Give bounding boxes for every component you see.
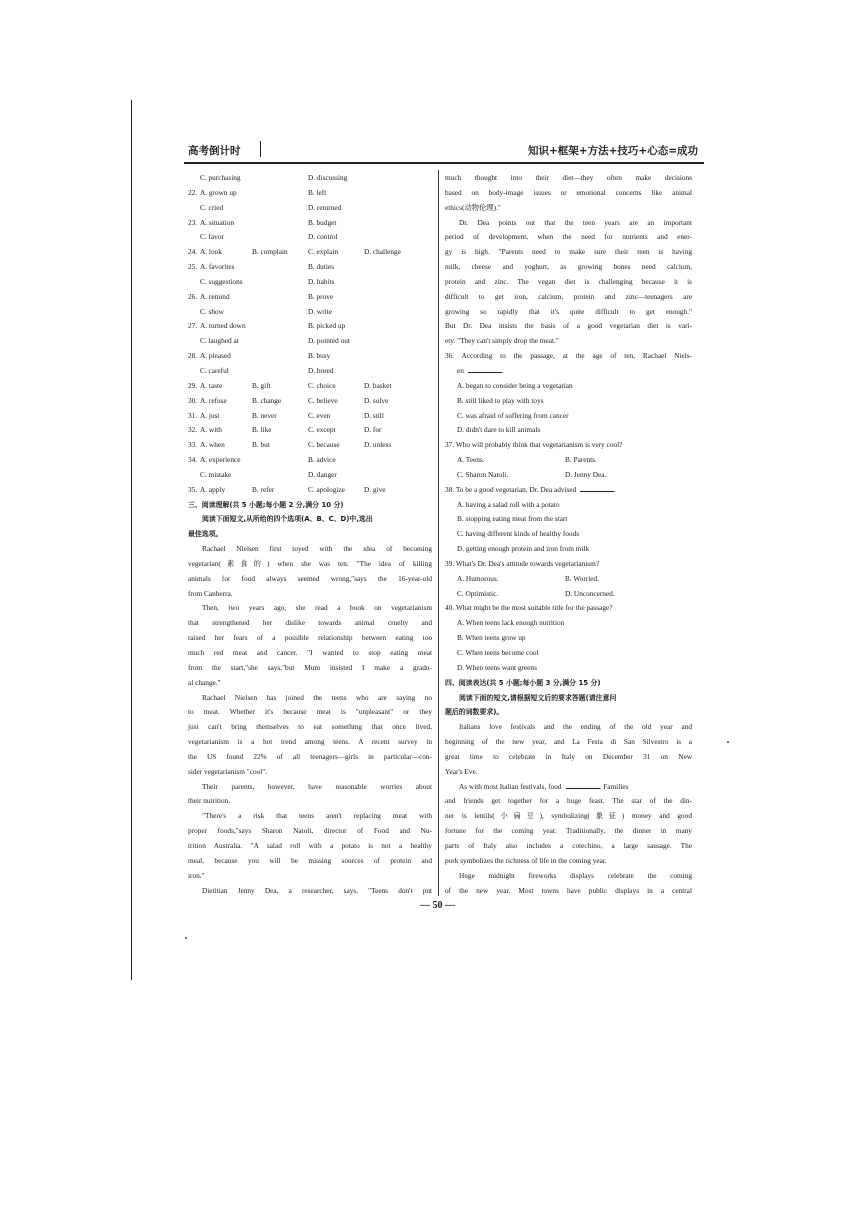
text: Rachael Nielsen has joined the teens who are saying no [202,692,432,702]
text: 36. According to the passage, at the age of ten, Rachael Niels- [445,351,692,361]
text-line [188,869,432,884]
text: just can't bring themselves to eat something that once lived, [188,722,432,732]
text: that strengthened her dislike towards animal cruelty and [188,618,432,628]
option-choice: C. even [308,410,331,420]
option-choice: D. still [364,410,384,420]
answer-choice: B. Worried. [565,573,599,583]
option-row [188,216,432,231]
page-number: — 50 — [420,900,455,911]
option-row [188,245,432,260]
option-choice: B. like [252,425,272,435]
option-choice: A. when [200,440,225,450]
answer-choice: B. Parents. [565,455,597,465]
question-number: 28. [188,351,198,361]
text-line [445,349,692,364]
option-row [188,349,432,364]
text-line [188,884,432,899]
text-line [445,572,692,587]
option-row [188,438,432,453]
text-line [188,794,432,809]
text: B. stopping eating meat from the start [457,514,568,524]
text: from Canberra. [188,588,233,598]
question-number: 30. [188,395,198,405]
text: B. still liked to play with toys [457,395,544,405]
text-line [445,498,692,513]
text: great time to celebrate in Italy on December 31 on New [445,751,692,761]
option-row [188,260,432,275]
text-line [188,616,432,631]
text: Huge midnight fireworks displays celebrate the coming [459,870,692,880]
answer-choice: A. Humorous. [457,573,499,583]
text-line [445,720,692,735]
answer-blank [580,483,617,494]
answer-choice: D. Unconcerned. [565,588,615,598]
text-line [445,884,692,899]
option-choice: A. just [200,410,220,420]
text: Dietitian Jenny Dea, a researcher, says, "Teens don't put [202,885,432,895]
option-choice: C. careful [200,365,229,375]
option-choice: A. turned down [200,321,246,331]
option-choice: D. write [308,306,332,316]
text-line [188,676,432,691]
question-number: 27. [188,321,198,331]
option-choice: B. gift [252,380,271,390]
text: animals for food always seemed wrong,"says the 16-year-old [188,573,432,583]
option-choice: A. refuse [200,395,227,405]
header-right-title: 知识+框架+方法+技巧+心态=成功 [528,145,698,157]
text-line [445,216,692,231]
question-number: 29. [188,380,198,390]
page-left-edge-line [131,100,132,980]
text-line [445,201,692,216]
option-row [188,290,432,305]
text: meal, because you will be missing sources of protein and [188,855,432,865]
text: al change." [188,677,221,687]
header-separator-bar [260,141,261,157]
text: from the start,"she says,"but Mum insisted I make a gradu- [188,662,432,672]
text: much red meat and cancer. "I wanted to stop eating meat [188,648,432,657]
question-number: 22. [188,187,198,197]
text-line [445,334,692,349]
header-left-title: 高考倒计时 [188,145,241,157]
text-line [445,839,692,854]
text: vegetarianism is a hot trend among teens. A recent survey in [188,737,432,747]
text: iron." [188,870,205,880]
text: raised her fears of a possible relationship between eating too [188,633,432,643]
text-line [445,705,692,720]
question-number: 33. [188,440,198,450]
option-row [188,483,432,498]
text-line [445,750,692,765]
text: A. began to consider being a vegetarian [457,380,573,390]
option-choice: D. unless [364,440,392,450]
option-choice: A. taste [200,380,223,390]
text: sider vegetarianism "cool". [188,766,268,776]
text-line [445,438,692,453]
text: D. getting enough protein and iron from milk [457,544,590,554]
text-line [445,809,692,824]
text-line [445,601,692,616]
text: growing so rapidly that it's quite difficult to get enough." [445,306,692,316]
question-number: 35. [188,484,198,494]
option-choice: D. solve [364,395,389,405]
scan-speck [727,741,729,743]
text: the US found 22% of all teenagers—girls in particular—con- [188,751,432,761]
option-choice: B. prove [308,291,334,301]
text-line [188,720,432,735]
text: But Dr. Dea insists the basis of a good vegetarian diet is vari- [445,321,692,331]
text-line [445,631,692,646]
text: 39. What's Dr. Dea's attitude towards vegetarianism? [445,558,600,568]
option-choice: B. busy [308,351,331,361]
option-row [188,423,432,438]
option-row [188,171,432,186]
text-line [188,854,432,869]
answer-blank [468,364,502,373]
text-line [445,512,692,527]
text: beginning of the new year, and La Festa di San Silvestro is a [445,737,692,747]
text-line [445,171,692,186]
option-row [188,364,432,379]
text-line [445,794,692,809]
text: vegetarian(素食的) when she was ten. "The idea of killing [188,558,432,568]
option-choice: D. discussing [308,173,348,182]
text: Rachael Nielsen first toyed with the idea of becoming [202,544,432,554]
text: much thought into their diet—they often make decisions [445,173,692,182]
answer-choice: A. Teens. [457,455,485,465]
text-line [188,661,432,676]
option-row [188,334,432,349]
option-row [188,409,432,424]
option-choice: B. duties [308,262,334,272]
text-line [188,809,432,824]
text: . Families [599,781,629,791]
answer-choice: D. Jenny Dea. [565,469,607,479]
text-line [445,364,692,379]
option-row [188,201,432,216]
text: ety. "They can't simply drop the meat." [445,336,559,346]
answer-choice: C. Sharon Natoli. [457,469,509,479]
option-choice: C. mistake [200,469,232,479]
text-line [445,780,692,795]
text: Dr. Dea points out that the teen years are an important [459,217,692,227]
text: As with most Italian festivals, food [459,781,562,791]
option-choice: A. pleased [200,351,231,361]
text-line [188,691,432,706]
question-number: 25. [188,262,198,272]
text-line [188,542,432,557]
text-line [445,394,692,409]
text: C. having different kinds of healthy foods [457,529,580,539]
text-line [445,854,692,869]
option-choice: D. bored [308,365,334,375]
option-choice: C. except [308,425,336,435]
text: their nutrition. [188,796,231,806]
text: A. When teens lack enough nutrition [457,618,565,628]
option-choice: C. believe [308,395,338,405]
answer-blank [566,780,600,789]
text-line [188,765,432,780]
text: based on body-image issues or emotional concerns like animal [445,187,692,197]
text: . [614,484,617,494]
text: trition Australia. "A salad roll with a potato is not a healthy [188,840,432,850]
text-line [188,527,432,542]
text-line [445,319,692,334]
text-line [445,735,692,750]
text-line [445,290,692,305]
option-row [188,379,432,394]
text: Italians love festivals and the ending of the old year and [459,722,692,732]
text-line [445,616,692,631]
text: "There's a risk that teens aren't replacing meat with [202,811,432,821]
option-choice: A. with [200,425,222,435]
option-choice: D. basket [364,380,392,390]
option-row [188,453,432,468]
text-line [445,765,692,780]
option-choice: D. give [364,484,386,494]
text: . [501,365,504,375]
text-line [188,839,432,854]
option-choice: B. refer [252,484,275,494]
text-line [445,661,692,676]
text: D. didn't dare to kill animals [457,425,541,435]
option-choice: B. never [252,410,277,420]
option-row [188,275,432,290]
text-line [188,601,432,616]
text: of the new year. Most towns have public displays in a central [445,885,692,895]
text-line [445,468,692,483]
text: 40. What might be the most suitable title for the passage? [445,603,613,613]
text-line [445,305,692,320]
text-line [445,691,692,706]
text-line [445,557,692,572]
text: difficult to get iron, calcium, protein and zinc—teenagers are [445,291,692,301]
option-choice: A. experience [200,455,241,465]
text-line [188,824,432,839]
text: ethics(动物伦理)." [445,202,501,212]
text-line [445,542,692,557]
option-choice: C. laughed at [200,336,239,346]
text-line [445,186,692,201]
text-line [188,646,432,661]
text: 38. To be a good vegetarian, Dr. Dea advised [445,484,577,494]
option-choice: B. picked up [308,321,346,331]
option-choice: D. control [308,232,338,242]
question-number: 24. [188,247,198,257]
text-line [188,631,432,646]
option-choice: A. look [200,247,222,257]
option-choice: C. suggestions [200,276,243,286]
text-line [445,379,692,394]
option-row [188,319,432,334]
question-number: 26. [188,291,198,301]
option-choice: A. grown up [200,187,237,197]
option-row [188,305,432,320]
scan-speck [185,937,187,939]
option-choice: C. cried [200,202,224,212]
text: Their parents, however, have reasonable worries about [202,781,432,791]
text: 四、阅读表达(共 5 小题;每小题 3 分,满分 15 分) [445,678,601,687]
text-line [445,453,692,468]
text: proper foods,"says Sharon Natoli, director of Food and Nu- [188,826,432,836]
header-rule [184,162,704,164]
option-row [188,394,432,409]
option-choice: D. danger [308,469,337,479]
text-line [188,735,432,750]
text-line [188,750,432,765]
text: C. When teens become cool [457,648,539,657]
text-line [188,498,432,513]
text: milk, cheese and yoghurt, as growing bones need calcium, [445,262,692,272]
text-line [188,705,432,720]
text-line [445,676,692,691]
text-line [445,587,692,602]
text-line [445,527,692,542]
option-choice: D. challenge [364,247,401,257]
option-choice: C. choice [308,380,336,390]
option-choice: A. favorites [200,262,235,272]
option-row [188,230,432,245]
text: 最佳选项。 [188,530,223,539]
text-line [188,587,432,602]
question-number: 32. [188,425,198,435]
text: period of development, when the need for nutrients and ener- [445,232,692,242]
text: parts of Italy also includes a cotechino, a large sausage. The [445,840,692,850]
text: 37. Who will probably think that vegetarianism is very cool? [445,440,623,450]
option-choice: B. but [252,440,270,450]
text: en [457,365,464,375]
text: 阅读下面短文,从所给的四个选项(A、B、C、D)中,选出 [202,515,373,524]
option-choice: B. budget [308,217,337,227]
text: 三、阅读理解(共 5 小题;每小题 2 分,满分 10 分) [188,500,344,509]
question-number: 23. [188,217,198,227]
right-column [445,171,692,898]
option-choice: C. because [308,440,340,450]
text: Then, two years ago, she read a book on vegetarianism [202,603,432,613]
option-choice: B. complain [252,247,288,257]
option-choice: C. favor [200,232,224,242]
text: protein and zinc. The vegan diet is challenging because it is [445,276,692,286]
text: 阅读下面的短文,请根据短文后的要求答题(请注意问 [459,693,617,702]
text: 题后的词数要求)。 [445,708,504,717]
text: D. When teens want greens [457,662,537,672]
question-number: 34. [188,455,198,465]
column-divider [438,170,439,896]
text-line [445,245,692,260]
text: fortune for the coming year. Traditionally, the dinner in many [445,826,692,836]
text: to meat. Whether it's because meat is "unpleasant" or they [188,707,432,717]
text: C. was afraid of suffering from cancer [457,410,569,420]
text-line [445,824,692,839]
option-choice: B. advice [308,455,336,465]
text-line [445,409,692,424]
option-choice: D. pointed out [308,336,350,346]
option-choice: D. for [364,425,382,435]
text-line [188,557,432,572]
left-column [188,171,432,898]
text-line [188,512,432,527]
text-line [445,646,692,661]
question-number: 31. [188,410,198,420]
text-line [445,260,692,275]
text-line [445,275,692,290]
option-choice: C. purchasing [200,173,241,182]
text-line [188,572,432,587]
option-choice: A. situation [200,217,235,227]
text-line [445,230,692,245]
option-choice: A. apply [200,484,226,494]
text: A. having a salad roll with a potato [457,499,560,509]
page-header [188,143,698,161]
text: pork symbolizes the richness of life in the coming year. [445,855,607,865]
text: ner is lentils(小扁豆), symbolizing(象征) money and good [445,811,692,821]
option-choice: C. show [200,306,224,316]
text: B. When teens grow up [457,633,526,643]
text-line [445,869,692,884]
option-choice: A. remind [200,291,230,301]
text: Year's Eve. [445,766,478,776]
option-choice: C. explain [308,247,338,257]
text-line [445,483,692,498]
text: and friends get together for a huge feast. The star of the din- [445,796,692,806]
answer-choice: C. Optimistic. [457,588,499,598]
text-line [188,780,432,795]
option-choice: C. apologize [308,484,345,494]
option-choice: B. change [252,395,282,405]
option-choice: B. left [308,187,327,197]
option-choice: D. habits [308,276,335,286]
text-line [445,423,692,438]
text: gy is high. "Parents need to make sure their teen is having [445,247,692,257]
option-choice: D. returned [308,202,342,212]
option-row [188,468,432,483]
option-row [188,186,432,201]
